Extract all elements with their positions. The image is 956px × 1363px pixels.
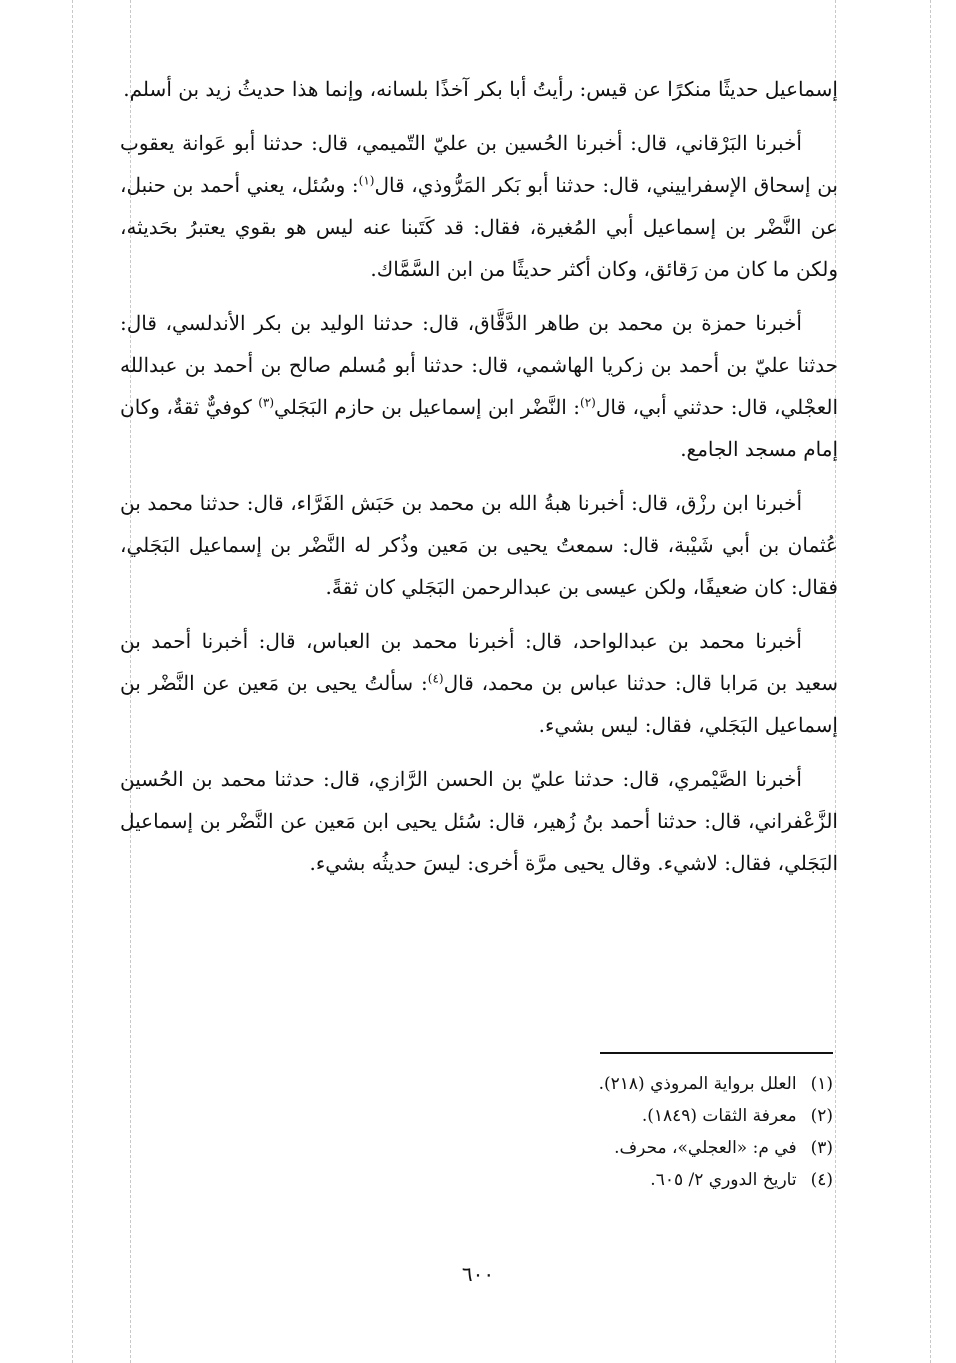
footnote <box>380 1068 833 1100</box>
paragraph-text: : النَّضْر ابن إسماعيل بن حازم البَجَلي <box>274 395 581 419</box>
footnote-text: في م: «العجلي»، محرف. <box>614 1138 797 1158</box>
footnote <box>380 1100 833 1132</box>
paragraph-text: أخبرنا حمزة بن محمد بن طاهر الدَّقَّاق، قال: حدثنا الوليد بن بكر الأندلسي، قال: حدثنا عليّ بن أحمد بن زكريا الهاشمي، قال: حدثنا أبو مُسلم صالح بن أحمد بن عبدالله العجْلي، قال: حدثني أبي، قال <box>120 311 839 419</box>
margin-guide-line <box>930 0 931 1363</box>
margin-guide-line <box>72 0 73 1363</box>
footnote-text: العلل برواية المروذي (٢١٨). <box>598 1074 797 1094</box>
footnote-number: (٤) <box>810 1170 833 1190</box>
footnote-number: (٣) <box>810 1138 833 1158</box>
footnote <box>380 1164 833 1196</box>
paragraph-text: إسماعيل حديثًا منكرًا عن قيس: رأيتُ أبا بكر آخذًا بلسانه، وإنما هذا حديثُ زيد بن أسلم. <box>123 77 838 101</box>
footnote-marker: (٢) <box>580 395 596 410</box>
footnote-marker: (٤) <box>427 671 444 686</box>
paragraph <box>120 620 838 746</box>
footnote-separator <box>600 1052 833 1054</box>
paragraph <box>120 122 838 290</box>
paragraph <box>120 68 838 110</box>
footnote-marker: (٣) <box>258 395 275 410</box>
footnote-number: (١) <box>810 1074 833 1094</box>
page-number: ٦٠٠ <box>461 1262 495 1286</box>
footnotes <box>380 1068 833 1196</box>
paragraph <box>120 758 838 884</box>
paragraph <box>120 482 838 608</box>
paragraph-text: : سألتُ يحيى بن مَعين عن النَّضْر بن إسماعيل البَجَلي، فقال: ليس بشيء. <box>120 671 838 737</box>
footnote-marker: (١) <box>358 173 375 188</box>
paragraph-text: كوفيٌّ ثقةٌ، وكان إمام مسجد الجامع. <box>120 395 838 461</box>
paragraph <box>120 302 838 470</box>
paragraph-text: أخبرنا ابن رزْق، قال: أخبرنا هبةُ الله بن محمد بن حَبَش الفَرَّاء، قال: حدثنا محمد بن عُثمان بن أبي شَيْبة، قال: سمعتُ يحيى بن مَعين وذُكر له النَّضْر بن إسماعيل البَجَلي، فقال: كان ضعيفًا، ولكن عيسى بن عبدالرحمن البَجَلي كان ثقةً. <box>120 491 838 599</box>
paragraph-text: أخبرنا الصَّيْمري، قال: حدثنا عليّ بن الحسن الرَّازي، قال: حدثنا محمد بن الحُسين الزَّعْفراني، قال: حدثنا أحمد بنُ زُهير، قال: سُئل يحيى ابن مَعين عن النَّضْر بن إسماعيل البَجَلي، فقال: لاشيء. وقال يحيى مرَّة أخرى: ليسَ حديثُه بشيء. <box>120 767 838 875</box>
footnote <box>380 1132 833 1164</box>
main-text <box>120 68 838 896</box>
paragraph-text: أخبرنا محمد بن عبدالواحد، قال: أخبرنا محمد بن العباس، قال: أخبرنا أحمد بن سعيد بن مَرابا قال: حدثنا عباس بن محمد، قال <box>120 629 838 695</box>
footnote-text: تاريخ الدوري ٢/ ٦٠٥. <box>650 1170 797 1190</box>
paragraph-text: أخبرنا البَرْقاني، قال: أخبرنا الحُسين بن عليّ التّميمي، قال: حدثنا أبو عَوانة يعقوب بن إسحاق الإسفراييني، قال: حدثنا أبو بَكر المَرُّوذي، قال <box>120 131 838 197</box>
footnote-text: معرفة الثقات (١٨٤٩). <box>641 1106 797 1126</box>
footnote-number: (٢) <box>810 1106 833 1126</box>
paragraph-text: : وسُئل، يعني أحمد بن حنبل، عن النَّضْر بن إسماعيل أبي المُغيرة، فقال: قد كَتَبنا عنه ليس هو بقوي يعتبرُ بحَديثه، ولكن ما كان من رَقائق، وكان أكثر حديثًا من ابن السَّمَّاك. <box>120 173 838 281</box>
